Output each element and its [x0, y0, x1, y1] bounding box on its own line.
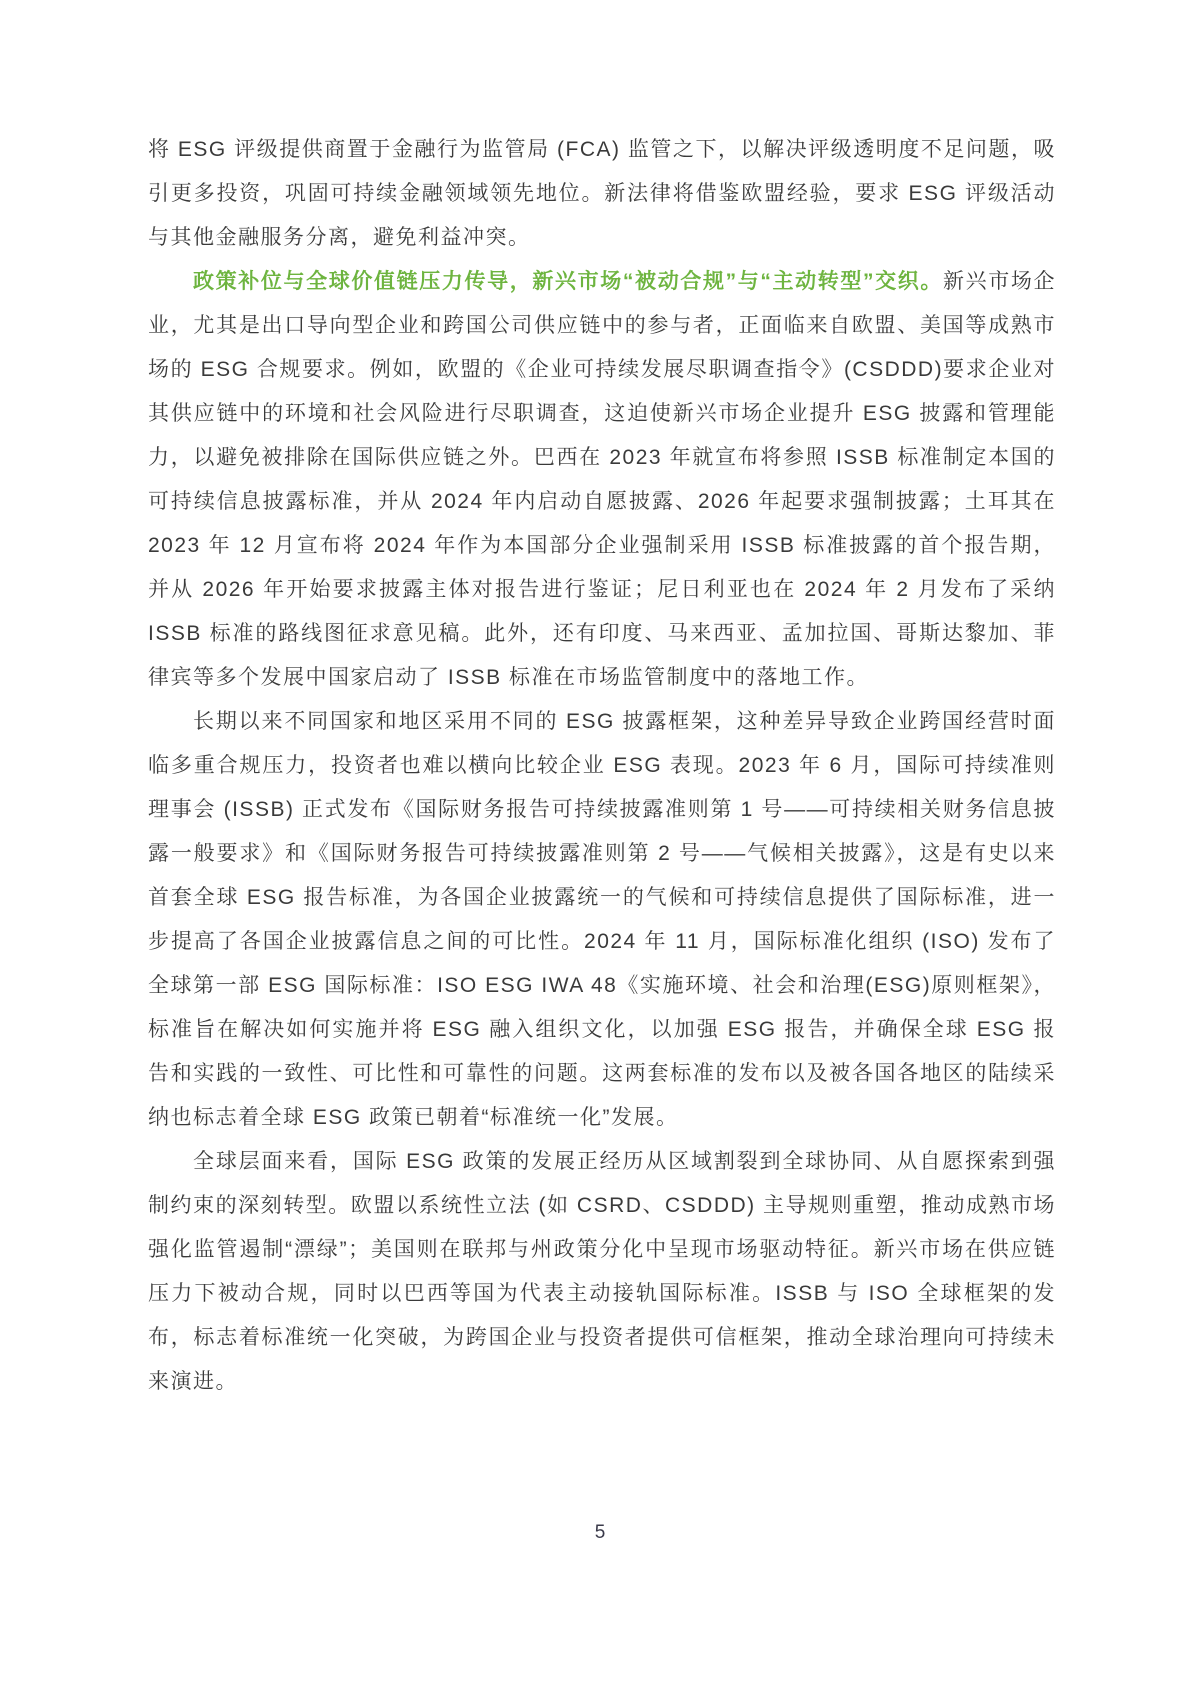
paragraph-green-lead-heading: 政策补位与全球价值链压力传导，新兴市场“被动合规”与“主动转型”交织。: [193, 270, 943, 293]
page-content: [148, 128, 1056, 1404]
page-number: 5: [594, 1522, 606, 1543]
paragraph-policy-transmission-body: 新兴市场企业，尤其是出口导向型企业和跨国公司供应链中的参与者，正面临来自欧盟、美国等成熟市场的 ESG 合规要求。例如，欧盟的《企业可持续发展尽职调查指令》(CSDDD)要求企业对其供应链中的环境和社会风险进行尽职调查，这迫使新兴市场企业提升 ESG 披露和管理能力，以避免被排除在国际供应链之外。巴西在 2023 年就宣布将参照 ISSB 标准制定本国的可持续信息披露标准，并从 2024 年内启动自愿披露、2026 年起要求强制披露；土耳其在 2023 年 12 月宣布将 2024 年作为本国部分企业强制采用 ISSB 标准披露的首个报告期，并从 2026 年开始要求披露主体对报告进行鉴证；尼日利亚也在 2024 年 2 月发布了采纳 ISSB 标准的路线图征求意见稿。此外，还有印度、马来西亚、孟加拉国、哥斯达黎加、菲律宾等多个发展中国家启动了 ISSB 标准在市场监管制度中的落地工作。: [148, 270, 1056, 689]
paragraph-issb-iso-standards: 长期以来不同国家和地区采用不同的 ESG 披露框架，这种差异导致企业跨国经营时面临多重合规压力，投资者也难以横向比较企业 ESG 表现。2023 年 6 月，国际可持续准则理事会 (ISSB) 正式发布《国际财务报告可持续披露准则第 1 号——可持续相关财务信息披露一般要求》和《国际财务报告可持续披露准则第 2 号——气候相关披露》，这是有史以来首套全球 ESG 报告标准，为各国企业披露统一的气候和可持续信息提供了国际标准，进一步提高了各国企业披露信息之间的可比性。2024 年 11 月，国际标准化组织 (ISO) 发布了全球第一部 ESG 国际标准：ISO ESG IWA 48《实施环境、社会和治理(ESG)原则框架》，标准旨在解决如何实施并将 ESG 融入组织文化，以加强 ESG 报告，并确保全球 ESG 报告和实践的一致性、可比性和可靠性的问题。这两套标准的发布以及被各国各地区的陆续采纳也标志着全球 ESG 政策已朝着“标准统一化”发展。: [148, 710, 1056, 1129]
paragraph-policy-transmission: [148, 260, 1056, 700]
paragraph-continuation: 将 ESG 评级提供商置于金融行为监管局 (FCA) 监管之下，以解决评级透明度不足问题，吸引更多投资，巩固可持续金融领域领先地位。新法律将借鉴欧盟经验，要求 ESG 评级活动与其他金融服务分离，避免利益冲突。: [148, 138, 1056, 249]
paragraph-global-summary: 全球层面来看，国际 ESG 政策的发展正经历从区域割裂到全球协同、从自愿探索到强制约束的深刻转型。欧盟以系统性立法 (如 CSRD、CSDDD) 主导规则重塑，推动成熟市场强化监管遏制“漂绿”；美国则在联邦与州政策分化中呈现市场驱动特征。新兴市场在供应链压力下被动合规，同时以巴西等国为代表主动接轨国际标准。ISSB 与 ISO 全球框架的发布，标志着标准统一化突破，为跨国企业与投资者提供可信框架，推动全球治理向可持续未来演进。: [148, 1150, 1056, 1393]
